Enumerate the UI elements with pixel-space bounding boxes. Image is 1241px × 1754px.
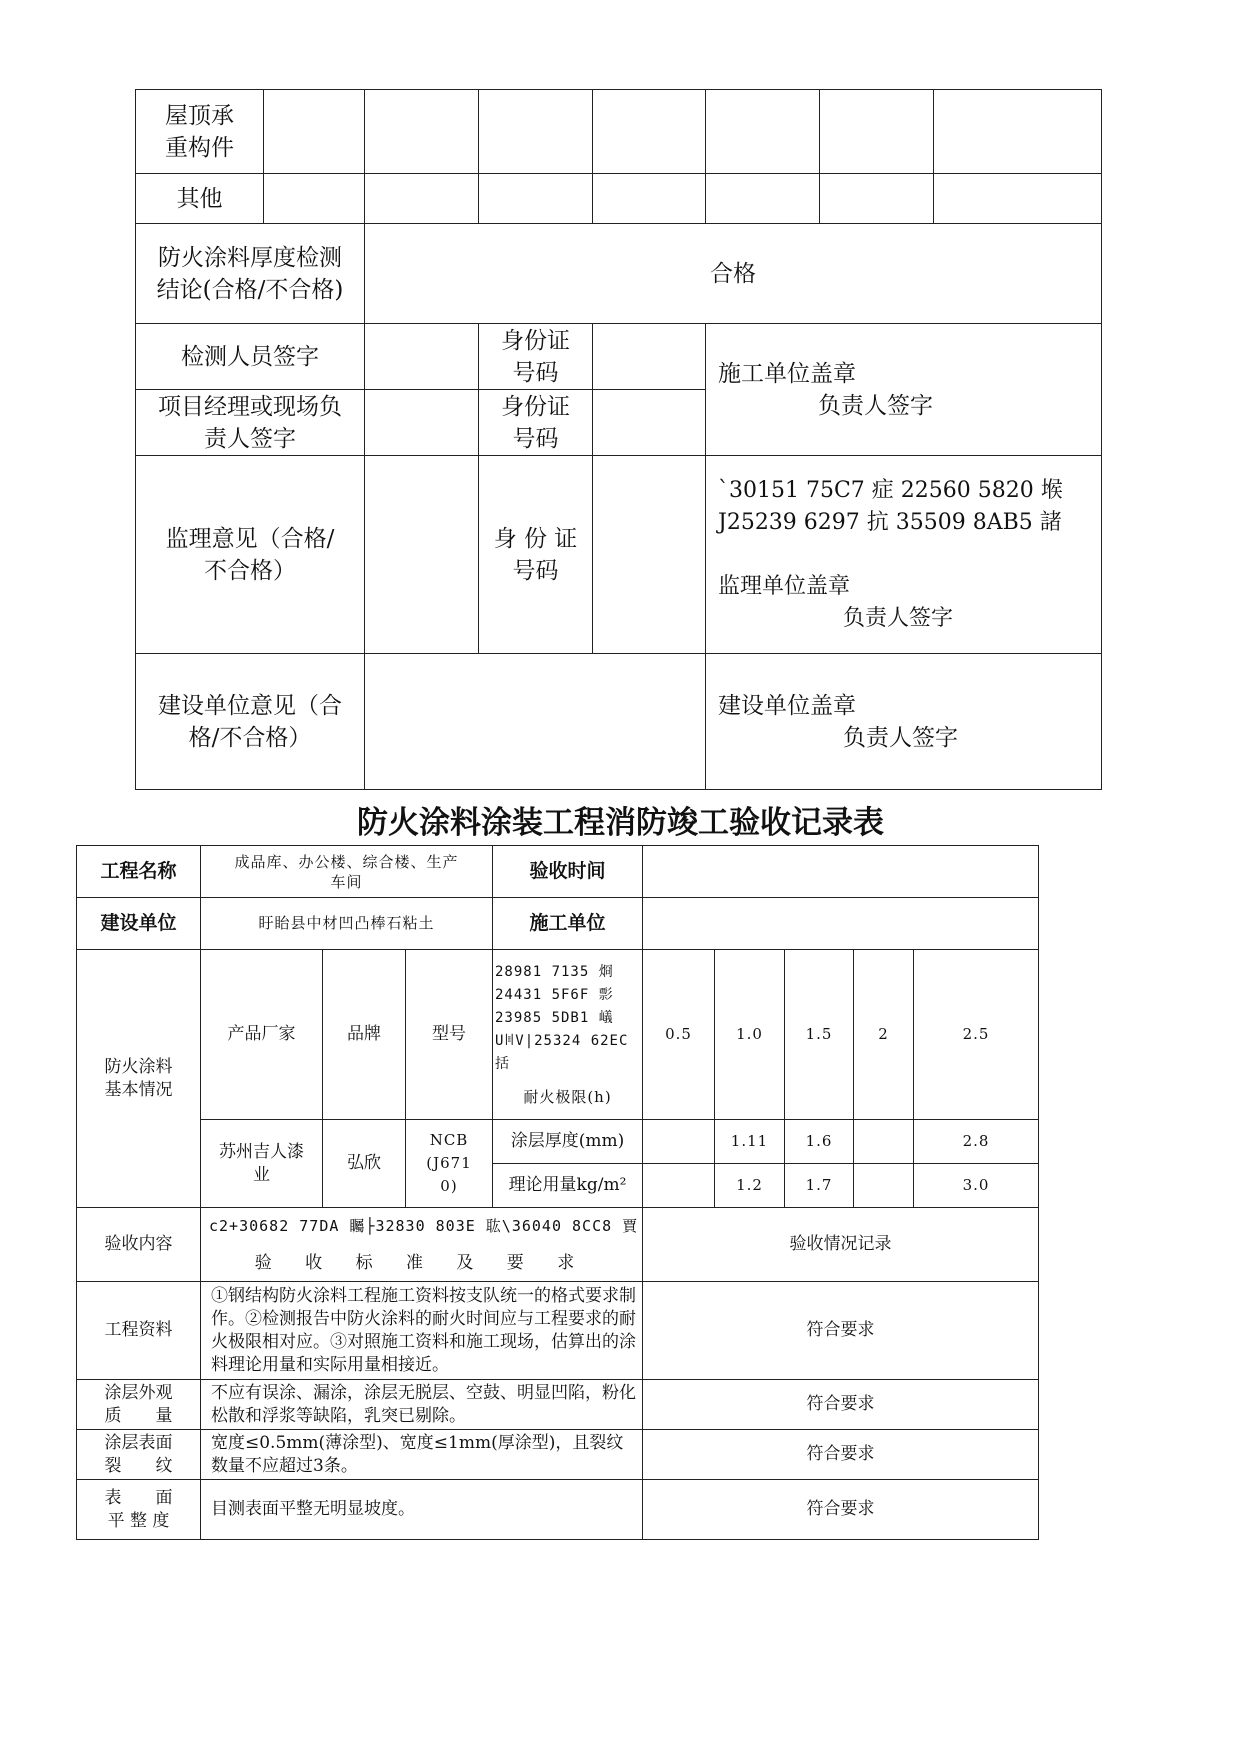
- pm-sign-label: 项目经理或现场负 责人签字: [136, 390, 365, 456]
- thickness-conclusion-value: 合格: [365, 224, 1102, 324]
- thickness-value: 1.11: [715, 1120, 785, 1164]
- record-header-label: 验收情况记录: [643, 1208, 1039, 1282]
- owner-unit-value: 盱眙县中材凹凸棒石粘土: [201, 898, 493, 950]
- owner-seal-label: 建设单位盖章: [718, 692, 856, 719]
- cell: [706, 174, 820, 224]
- cell: [820, 90, 934, 174]
- fire-limit-value: 2: [854, 950, 914, 1120]
- row-result: 符合要求: [643, 1380, 1039, 1430]
- owner-seal-cell: [706, 654, 1102, 790]
- thickness-value: 2.8: [914, 1120, 1039, 1164]
- cell: [479, 90, 593, 174]
- owner-opinion-value: [365, 654, 706, 790]
- model-label: 型号: [406, 950, 493, 1120]
- cell: [264, 174, 365, 224]
- usage-value: [643, 1164, 715, 1208]
- cell: [934, 174, 1102, 224]
- cell: [593, 174, 706, 224]
- row-label: 涂层表面 裂 纹: [77, 1430, 201, 1480]
- model-value: NCB (J671 0): [406, 1120, 493, 1208]
- project-name-label: 工程名称: [77, 846, 201, 898]
- cell: [365, 174, 479, 224]
- cell: [820, 174, 934, 224]
- id-number-value: [593, 390, 706, 456]
- usage-value: 1.2: [715, 1164, 785, 1208]
- usage-value: 1.7: [785, 1164, 854, 1208]
- fire-limit-value: 1.0: [715, 950, 785, 1120]
- coating-basic-label: 防火涂料 基本情况: [77, 950, 201, 1208]
- responsible-sign-label: 负责人签字: [818, 392, 933, 419]
- other-label: 其他: [136, 174, 264, 224]
- garbled-text: 28981 7135 烱 24431 5F6F 彯 23985 5DB1 嶬 U𐁖V|25324 62EC 括: [495, 963, 629, 1072]
- cell: [593, 90, 706, 174]
- id-number-value: [593, 324, 706, 390]
- row-label: 表 面 平 整 度: [77, 1480, 201, 1540]
- thickness-value: [643, 1120, 715, 1164]
- thickness-value: 1.6: [785, 1120, 854, 1164]
- supervision-opinion-label: 监理意见（合格/ 不合格）: [136, 456, 365, 654]
- cell: [934, 90, 1102, 174]
- usage-value: [854, 1164, 914, 1208]
- cell: [365, 90, 479, 174]
- manufacturer-label: 产品厂家: [201, 950, 323, 1120]
- garbled-text: `30151 75C7 症 22560 5820 堠: [718, 477, 1063, 503]
- garbled-text: J25239 6297 抗 35509 8AB5 諸: [718, 509, 1062, 535]
- usage-label: 理论用量kg/m²: [493, 1164, 643, 1208]
- construction-seal-cell: [706, 324, 1102, 456]
- acceptance-record-table: [76, 845, 1039, 1540]
- construction-unit-value: [643, 898, 1039, 950]
- brand-value: 弘欣: [323, 1120, 406, 1208]
- fire-limit-value: 2.5: [914, 950, 1039, 1120]
- row-result: 符合要求: [643, 1480, 1039, 1540]
- thickness-value: [854, 1120, 914, 1164]
- usage-value: 3.0: [914, 1164, 1039, 1208]
- responsible-sign-label: 负责人签字: [843, 605, 954, 631]
- roof-members-label: 屋顶承 重构件: [136, 90, 264, 174]
- inspection-signature-table: [135, 89, 1102, 790]
- construction-seal-label: 施工单位盖章: [718, 360, 856, 387]
- manufacturer-value: 苏州吉人漆 业: [201, 1120, 323, 1208]
- construction-unit-label: 施工单位: [493, 898, 643, 950]
- standard-header-label: 验 收 标 准 及 要 求: [254, 1252, 589, 1273]
- acceptance-time-value: [643, 846, 1039, 898]
- brand-label: 品牌: [323, 950, 406, 1120]
- page-title: 防火涂料涂装工程消防竣工验收记录表: [357, 805, 884, 841]
- row-standard: 宽度≤0.5mm(薄涂型)、宽度≤1mm(厚涂型)，且裂纹数量不应超过3条。: [201, 1430, 643, 1480]
- fire-limit-value: 0.5: [643, 950, 715, 1120]
- inspector-sign-value: [365, 324, 479, 390]
- cell: [479, 174, 593, 224]
- responsible-sign-label: 负责人签字: [843, 724, 958, 751]
- standard-header-cell: [201, 1208, 643, 1282]
- supervision-opinion-value: [365, 456, 479, 654]
- row-result: 符合要求: [643, 1282, 1039, 1380]
- pm-sign-value: [365, 390, 479, 456]
- inspector-sign-label: 检测人员签字: [136, 324, 365, 390]
- id-number-label: 身份证 号码: [479, 324, 593, 390]
- acceptance-content-label: 验收内容: [77, 1208, 201, 1282]
- supervision-seal-cell: [706, 456, 1102, 654]
- row-standard: ①钢结构防火涂料工程施工资料按支队统一的格式要求制作。②检测报告中防火涂料的耐火时间应与工程要求的耐火极限相对应。③对照施工资料和施工现场，估算出的涂料理论用量和实际用量相接近。: [201, 1282, 643, 1380]
- cell: [264, 90, 365, 174]
- row-standard: 不应有误涂、漏涂，涂层无脱层、空鼓、明显凹陷，粉化松散和浮浆等缺陷，乳突已剔除。: [201, 1380, 643, 1430]
- id-number-label: 身 份 证 号码: [479, 456, 593, 654]
- id-number-label: 身份证 号码: [479, 390, 593, 456]
- row-standard: 目测表面平整无明显坡度。: [201, 1480, 643, 1540]
- owner-unit-label: 建设单位: [77, 898, 201, 950]
- owner-opinion-label: 建设单位意见（合 格/不合格）: [136, 654, 365, 790]
- project-name-value: 成品库、办公楼、综合楼、生产 车间: [201, 846, 493, 898]
- acceptance-time-label: 验收时间: [493, 846, 643, 898]
- cell: [706, 90, 820, 174]
- thickness-conclusion-label: 防火涂料厚度检测 结论(合格/不合格): [136, 224, 365, 324]
- thickness-label: 涂层厚度(mm): [493, 1120, 643, 1164]
- row-result: 符合要求: [643, 1430, 1039, 1480]
- fire-limit-header: [493, 950, 643, 1120]
- garbled-text: c2+30682 77DA 矚├32830 803E 耾\36040 8CC8 賈: [209, 1216, 639, 1235]
- row-label: 涂层外观 质 量: [77, 1380, 201, 1430]
- supervision-seal-label: 监理单位盖章: [718, 573, 851, 599]
- row-label: 工程资料: [77, 1282, 201, 1380]
- fire-limit-value: 1.5: [785, 950, 854, 1120]
- fire-limit-label: 耐火极限(h): [523, 1087, 612, 1106]
- id-number-value: [593, 456, 706, 654]
